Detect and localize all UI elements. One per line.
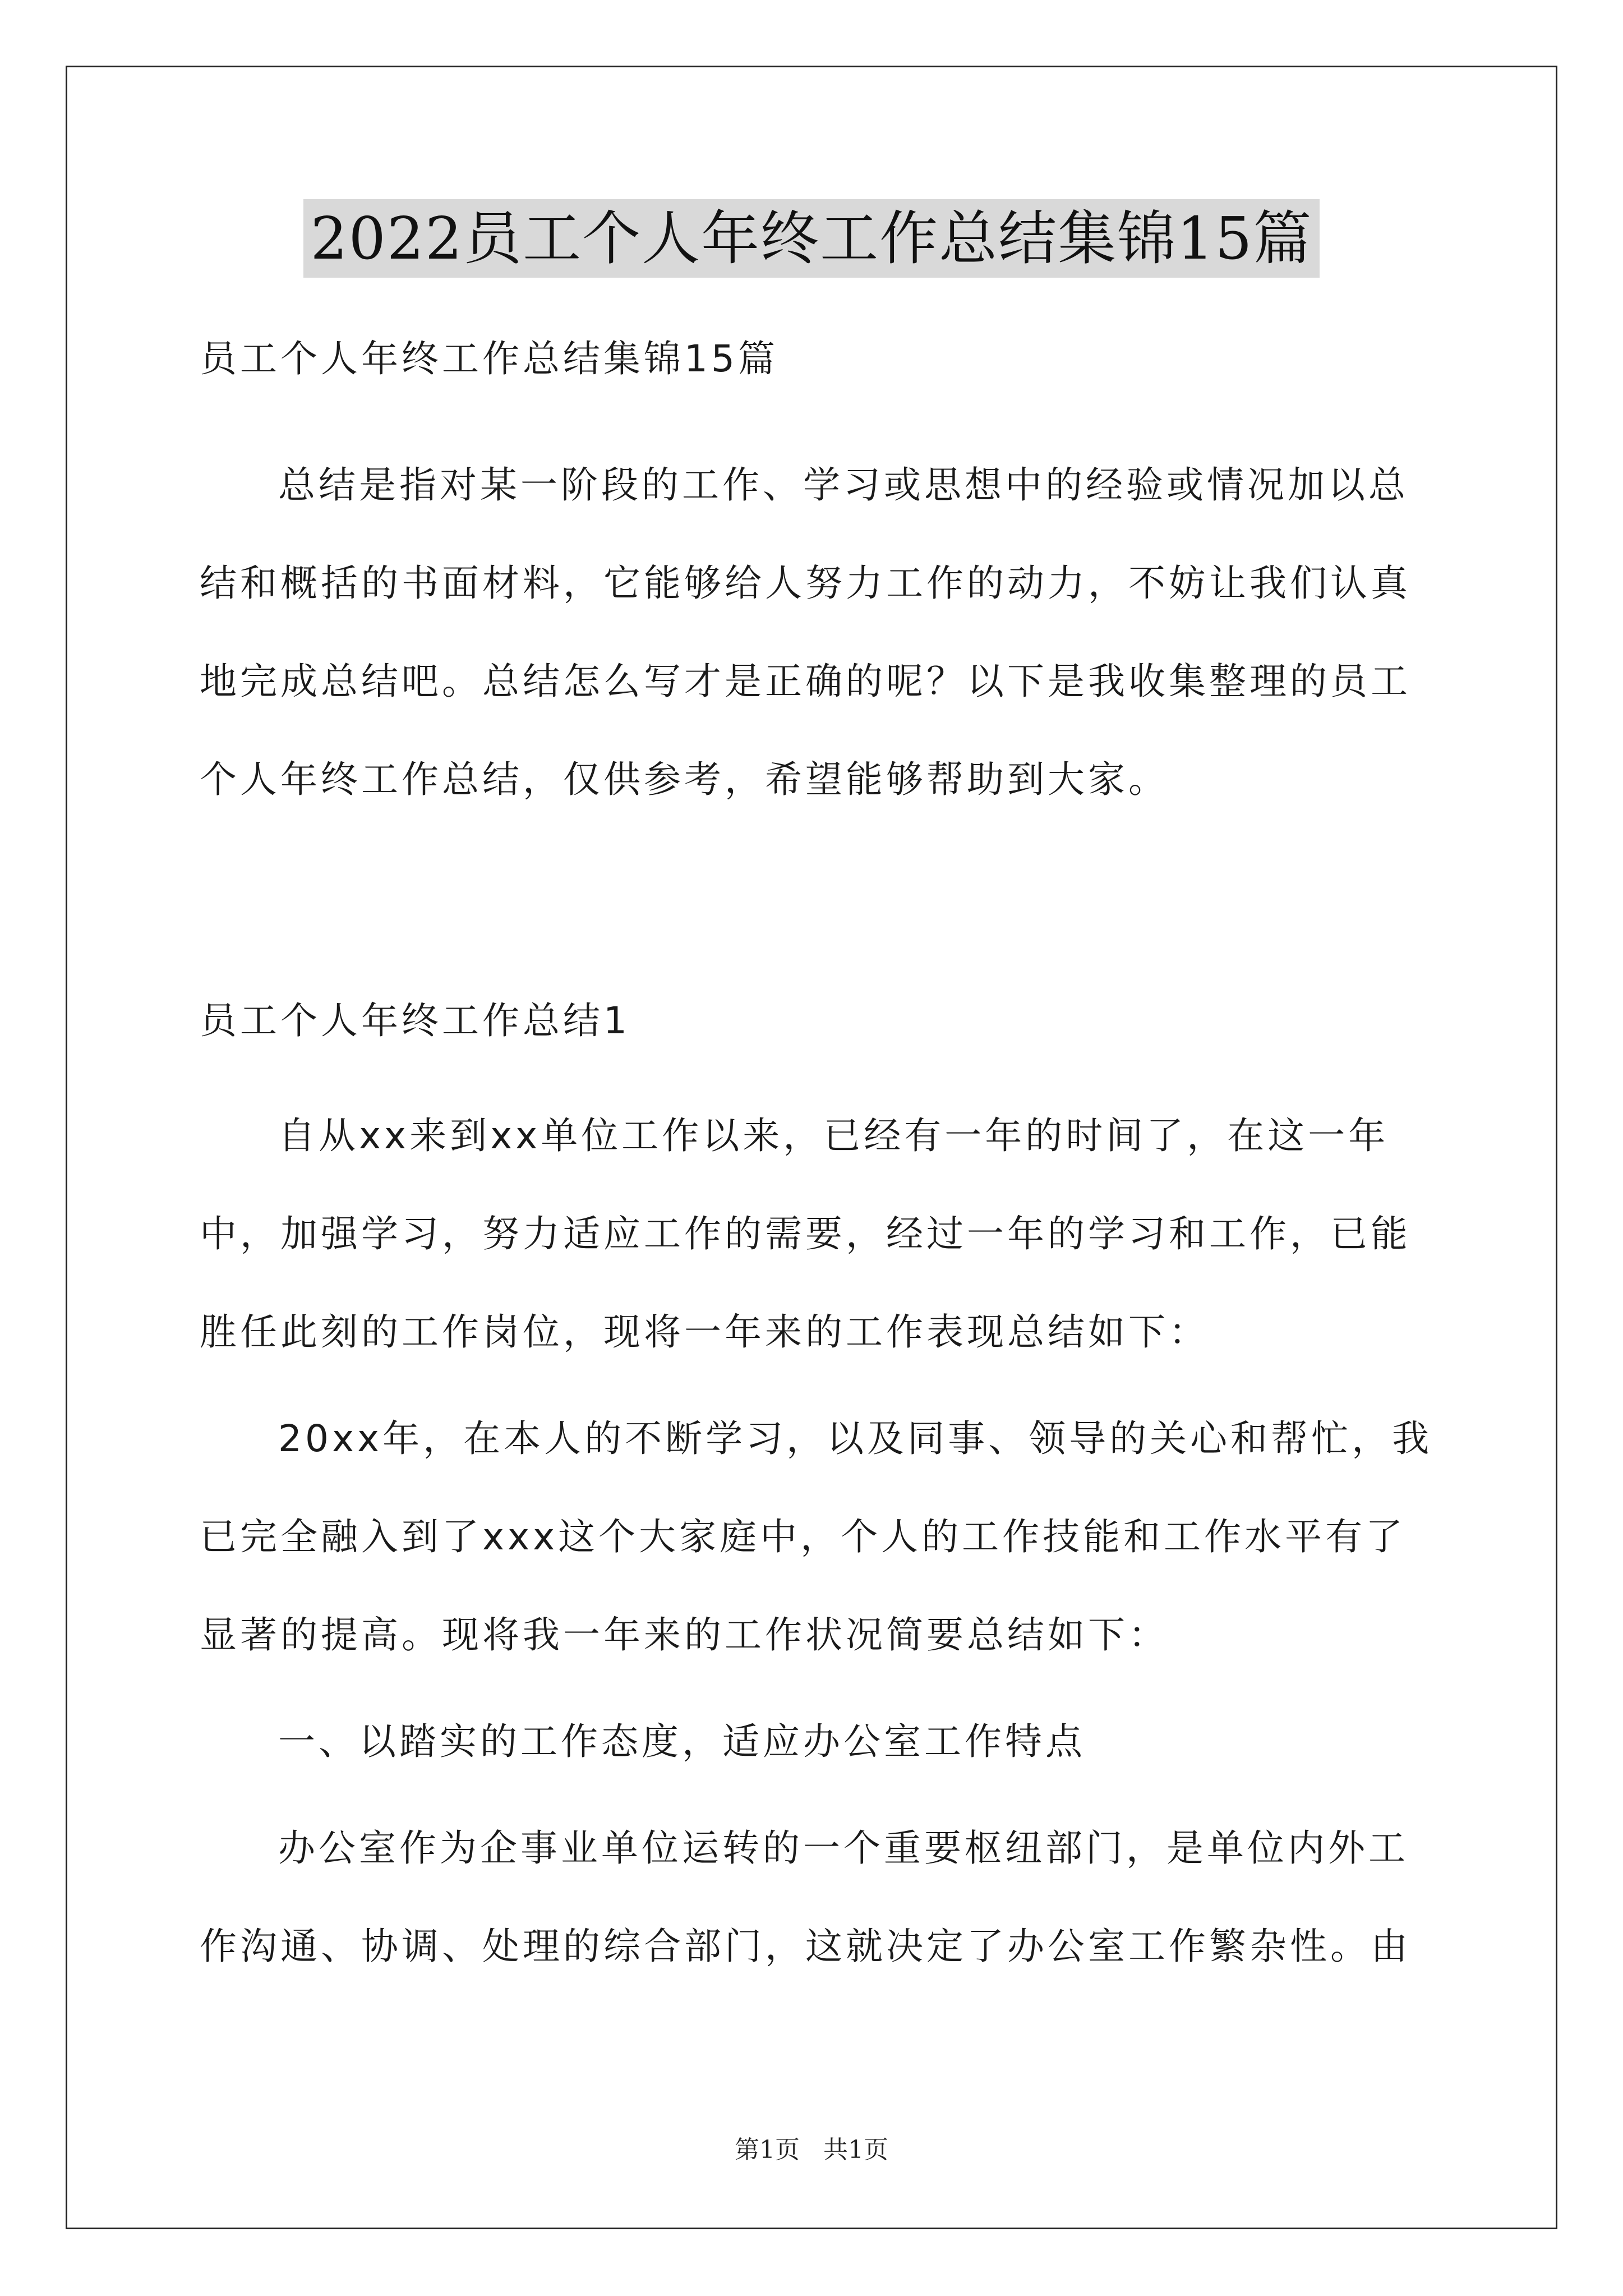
para3-line-1: 办公室作为企事业单位运转的一个重要枢纽部门，是单位内外工 xyxy=(278,1826,1409,1870)
title-block xyxy=(0,199,1623,278)
document-subtitle: 员工个人年终工作总结集锦15篇 xyxy=(200,337,778,380)
subheading: 一、以踏实的工作态度，适应办公室工作特点 xyxy=(278,1720,1086,1763)
para2-line-2: 已完全融入到了xxx这个大家庭中，个人的工作技能和工作水平有了 xyxy=(200,1515,1407,1558)
intro-line-2: 结和概括的书面材料，它能够给人努力工作的动力，不妨让我们认真 xyxy=(200,562,1411,605)
para2-line-1: 20xx年，在本人的不断学习，以及同事、领导的关心和帮忙，我 xyxy=(278,1417,1433,1460)
para2-line-3: 显著的提高。现将我一年来的工作状况简要总结如下： xyxy=(200,1613,1169,1657)
para3-line-2: 作沟通、协调、处理的综合部门，这就决定了办公室工作繁杂性。由 xyxy=(200,1925,1411,1968)
intro-line-1: 总结是指对某一阶段的工作、学习或思想中的经验或情况加以总 xyxy=(278,463,1409,507)
para1-line-1: 自从xx来到xx单位工作以来，已经有一年的时间了，在这一年 xyxy=(278,1114,1389,1157)
para1-line-3: 胜任此刻的工作岗位，现将一年来的工作表现总结如下： xyxy=(200,1310,1209,1354)
intro-line-3: 地完成总结吧。总结怎么写才是正确的呢？以下是我收集整理的员工 xyxy=(200,660,1411,703)
document-title: 2022员工个人年终工作总结集锦15篇 xyxy=(303,199,1319,278)
page-number: 第1页 xyxy=(735,2136,800,2164)
section-heading: 员工个人年终工作总结1 xyxy=(200,999,630,1042)
para1-line-2: 中，加强学习，努力适应工作的需要，经过一年的学习和工作，已能 xyxy=(200,1212,1411,1255)
intro-line-4: 个人年终工作总结，仅供参考，希望能够帮助到大家。 xyxy=(200,758,1169,801)
page-footer xyxy=(0,2134,1623,2166)
page-total: 共1页 xyxy=(823,2136,888,2164)
